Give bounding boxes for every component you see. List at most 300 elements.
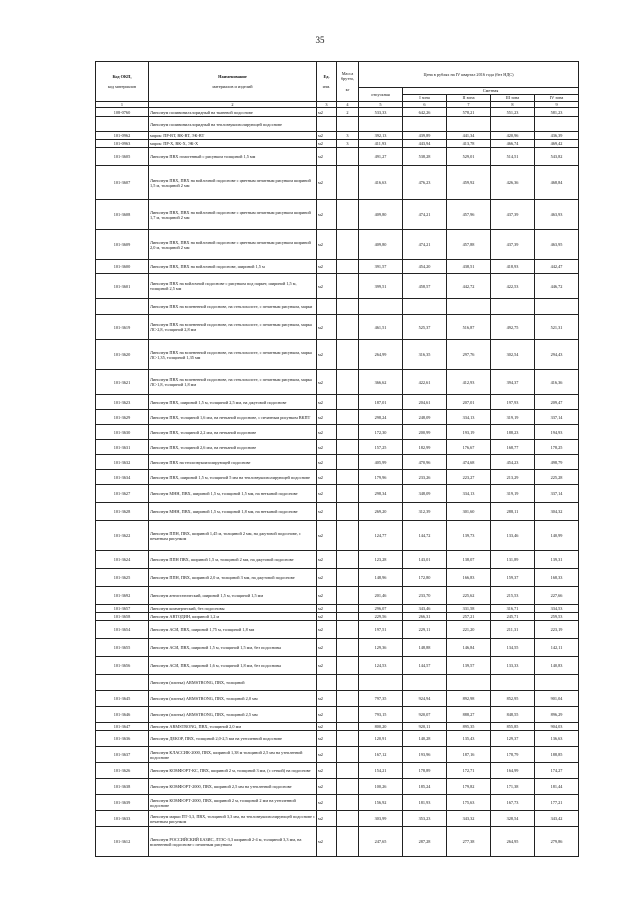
item-mass [337, 440, 359, 455]
zone-4-price: 896,29 [535, 707, 579, 723]
zone-2-price: 139,57 [447, 657, 491, 675]
item-name: марок: ПР-Х, ВК-Х, ЭК-Х [149, 140, 317, 148]
zone-2-price: 166,83 [447, 569, 491, 587]
item-code: 101-3634 [96, 470, 149, 485]
item-unit: м2 [317, 605, 337, 613]
item-name: Линолеум АСИ, ПВХ, шириной 1,5 м, толщиной 1,5 мм, без подосновы [149, 639, 317, 657]
item-name: Линолеум ПВХ на вспененной подоснове, на стеклохолсте, с печатным рисунком, марки [149, 299, 317, 315]
zone-2-price: 223,27 [447, 470, 491, 485]
table-row [96, 587, 579, 605]
zone-3-price: 133,46 [491, 521, 535, 551]
zone-1-price: 266,31 [403, 613, 447, 621]
zone-4-price: 140,83 [535, 657, 579, 675]
item-unit: м2 [317, 551, 337, 569]
item-mass [337, 230, 359, 260]
item-unit: м2 [317, 440, 337, 455]
zone-2-price: 516,87 [447, 315, 491, 340]
wholesale-price: 416,63 [359, 166, 403, 200]
zone-3-price: 437,39 [491, 230, 535, 260]
item-name: Линолеум ПВХ на войлочной подоснове с рисунком под паркет, шириной 1,5 м, толщиной 2,5 мм [149, 274, 317, 299]
zone-3-price: 426,36 [491, 166, 535, 200]
item-name: Линолеум КОМФОРТ-КС, ПВХ, шириной 2 м, толщиной 3 мм, (с сеткой) на подоснове [149, 763, 317, 779]
item-unit: м2 [317, 779, 337, 795]
table-row [96, 200, 579, 230]
zone-3-price: 178,79 [491, 747, 535, 763]
table-row [96, 108, 579, 117]
item-code: 101-3600 [96, 260, 149, 274]
zone-1-price: 200,99 [403, 425, 447, 440]
item-unit: м2 [317, 613, 337, 621]
item-unit: м2 [317, 140, 337, 148]
item-mass [337, 747, 359, 763]
zone-3-price: 418,93 [491, 260, 535, 274]
item-name: Линолеум ПВХ, шириной 1,5 м, толщиной 2,5 мм, на джутовой подоснове [149, 395, 317, 410]
item-code: 101-3647 [96, 723, 149, 731]
item-unit [317, 299, 337, 315]
item-code: 101-3627 [96, 485, 149, 503]
estimate-group-header: Сметная [403, 88, 579, 95]
zone-2-price: 529,01 [447, 148, 491, 166]
item-unit: м2 [317, 723, 337, 731]
item-code: 101-3631 [96, 440, 149, 455]
item-unit: м2 [317, 657, 337, 675]
wholesale-price: 124,53 [359, 657, 403, 675]
wholesale-price: 129,36 [359, 639, 403, 657]
item-unit: м2 [317, 200, 337, 230]
zone-1-price: 474,21 [403, 200, 447, 230]
item-mass [337, 521, 359, 551]
item-unit: м2 [317, 587, 337, 605]
zone-2-price: 412,93 [447, 370, 491, 395]
zone-2-price: 343,32 [447, 811, 491, 827]
zone-1-price: 229,11 [403, 621, 447, 639]
zone-1-price [403, 299, 447, 315]
zone-4-price: 543,82 [535, 148, 579, 166]
zone-2-price: 172,71 [447, 763, 491, 779]
item-unit: м2 [317, 731, 337, 747]
item-code: 101-3655 [96, 639, 149, 657]
item-code [96, 299, 149, 315]
item-code: 101-3658 [96, 613, 149, 621]
zone-3-price [491, 299, 535, 315]
wholesale-price: 366,62 [359, 370, 403, 395]
zone-1-price: 287,28 [403, 827, 447, 857]
table-row [96, 148, 579, 166]
zone-2-price: 442,72 [447, 274, 491, 299]
zone-3-price: 213,29 [491, 470, 535, 485]
table-row [96, 657, 579, 675]
zone-4-price: 136,63 [535, 731, 579, 747]
item-mass [337, 657, 359, 675]
item-mass [337, 340, 359, 370]
zone-4-price: 279,86 [535, 827, 579, 857]
item-code: 101-3605 [96, 148, 149, 166]
item-unit: м2 [317, 315, 337, 340]
item-unit [317, 117, 337, 132]
zone-1-price: 312,39 [403, 503, 447, 521]
table-row [96, 621, 579, 639]
wholesale-price: 269,20 [359, 503, 403, 521]
zone-1-price: 143,01 [403, 551, 447, 569]
item-code: 101-3639 [96, 795, 149, 811]
zone-1-price: 172,80 [403, 569, 447, 587]
zone-1-price: 248,09 [403, 410, 447, 425]
zone-2-price: 257,21 [447, 613, 491, 621]
item-code: 101-3692 [96, 587, 149, 605]
wholesale-price: 491,27 [359, 148, 403, 166]
zone-1-price: 422,61 [403, 370, 447, 395]
price-title-header: Цена в рублях на IV квартал 2016 года (без НДС) [359, 62, 579, 88]
zone-2-price: 139,73 [447, 521, 491, 551]
table-row [96, 166, 579, 200]
zone-1-price: 474,21 [403, 230, 447, 260]
zone-1-price [403, 675, 447, 691]
zone-4-price: 223,19 [535, 621, 579, 639]
zone-2-price: 331,58 [447, 605, 491, 613]
wholesale-price: 100,26 [359, 779, 403, 795]
table-row [96, 470, 579, 485]
wholesale-price: 298,24 [359, 410, 403, 425]
item-name: Линолеум ППН, ПВХ, шириной 2,0 м, толщиной 3 мм, на джутовой подоснове [149, 569, 317, 587]
item-unit: м2 [317, 470, 337, 485]
zone-3-price: 551,23 [491, 108, 535, 117]
item-mass [337, 569, 359, 587]
zone-4-header: IV зона [535, 95, 579, 102]
zone-2-price: 301,60 [447, 503, 491, 521]
wholesale-price: 197,51 [359, 621, 403, 639]
item-name: Линолеум ПВХ, ПВХ на войлочной подоснове с цветным печатным рисунком шириной 2,0 м, толщиной 2 мм [149, 230, 317, 260]
item-unit: м2 [317, 747, 337, 763]
zone-4-price: 304,32 [535, 503, 579, 521]
zone-1-price: 454,20 [403, 260, 447, 274]
item-name: Линолеум ARMSTRONG, ПВХ, толщиной 2,0 мм [149, 723, 317, 731]
wholesale-price: 187,01 [359, 395, 403, 410]
wholesale-price: 229,56 [359, 613, 403, 621]
item-unit: м2 [317, 260, 337, 274]
item-mass [337, 166, 359, 200]
table-row [96, 691, 579, 707]
zone-3-price: 422,53 [491, 274, 535, 299]
table-row [96, 132, 579, 140]
zone-3-price: 131,89 [491, 551, 535, 569]
zone-1-price: 476,23 [403, 166, 447, 200]
item-code: 101-3626 [96, 763, 149, 779]
wholesale-price: 167,12 [359, 747, 403, 763]
wholesale-price: 154,21 [359, 763, 403, 779]
item-name: Линолеум ПВХ на вспененной подоснове, на стеклохолсте, с печатным рисунком, марка ЛС-1,35, толщиной 1,35 мм [149, 340, 317, 370]
zone-1-price: 193,96 [403, 747, 447, 763]
wholesale-price: 264,99 [359, 340, 403, 370]
zone-1-price: 353,23 [403, 811, 447, 827]
wholesale-price: 391,57 [359, 260, 403, 274]
zone-4-price: 498,79 [535, 455, 579, 470]
table-row [96, 779, 579, 795]
zone-4-price: 469,42 [535, 140, 579, 148]
wholesale-price: 201,46 [359, 587, 403, 605]
zone-4-price [535, 299, 579, 315]
item-mass [337, 425, 359, 440]
zone-3-price: 168,77 [491, 440, 535, 455]
item-name: Линолеум (плитка) ARMSTRONG, ПВХ, толщиной 2,0 мм [149, 691, 317, 707]
item-name: Линолеум марки ПТ-3,3, ПВХ, толщиной 3,3 мм, на теплозвукоизолирующей подоснове с печатным рисунком [149, 811, 317, 827]
item-mass [337, 260, 359, 274]
item-code: 101-3636 [96, 731, 149, 747]
wholesale-price [359, 299, 403, 315]
item-mass [337, 723, 359, 731]
zone-3-price: 420,96 [491, 132, 535, 140]
wholesale-price: 409,80 [359, 230, 403, 260]
table-row [96, 731, 579, 747]
wholesale-price: 124,77 [359, 521, 403, 551]
item-code: 101-0962 [96, 132, 149, 140]
item-name: Линолеум КОМФОРТ-2000, ПВХ, шириной 2,5 мм на утепленной подоснове [149, 779, 317, 795]
zone-4-price: 259,53 [535, 613, 579, 621]
zone-3-price [491, 675, 535, 691]
zone-3-price: 492,75 [491, 315, 535, 340]
table-row [96, 340, 579, 370]
zone-1-price: 920,07 [403, 707, 447, 723]
zone-1-price: 178,89 [403, 763, 447, 779]
zone-1-price: 144,72 [403, 521, 447, 551]
wholesale-price: 120,91 [359, 731, 403, 747]
item-name: Линолеум ПВХ на теплозвукоизолирующей подоснове [149, 455, 317, 470]
unit-column-header: Ед. изм. [317, 62, 337, 102]
item-code [96, 675, 149, 691]
zone-2-price: 457,88 [447, 230, 491, 260]
zone-4-price: 416,36 [535, 370, 579, 395]
item-name: Линолеум поливинилхлоридный на теплозвукоизолирующей подоснове [149, 117, 317, 132]
zone-4-price: 168,33 [535, 569, 579, 587]
item-code: 101-3609 [96, 230, 149, 260]
zone-1-price: 538,28 [403, 148, 447, 166]
item-code: 101-3633 [96, 811, 149, 827]
item-unit: м2 [317, 827, 337, 857]
table-row [96, 521, 579, 551]
zone-1-price: 144,57 [403, 657, 447, 675]
zone-3-price: 454,23 [491, 455, 535, 470]
zone-4-price: 343,42 [535, 811, 579, 827]
item-unit: м2 [317, 425, 337, 440]
wholesale-price: 461,51 [359, 315, 403, 340]
zone-1-price: 233,70 [403, 587, 447, 605]
zone-2-price: 207,01 [447, 395, 491, 410]
table-row [96, 723, 579, 731]
table-row [96, 551, 579, 569]
zone-1-price: 348,09 [403, 485, 447, 503]
wholesale-price: 157,25 [359, 440, 403, 455]
item-name: Линолеум КОМФОРТ-2000, ПВХ, шириной 2 м, толщиной 2 мм на утепленной подоснове [149, 795, 317, 811]
item-mass [337, 691, 359, 707]
zone-4-price: 209,47 [535, 395, 579, 410]
zone-1-price: 181,93 [403, 795, 447, 811]
item-mass: 2 [337, 108, 359, 117]
item-code: 101-3654 [96, 621, 149, 639]
zone-2-price: 892,98 [447, 691, 491, 707]
wholesale-price: 148,96 [359, 569, 403, 587]
item-code: 101-3657 [96, 605, 149, 613]
zone-4-price: 468,84 [535, 166, 579, 200]
item-code: 101-3621 [96, 370, 149, 395]
item-mass: 3 [337, 140, 359, 148]
table-row [96, 747, 579, 763]
wholesale-price: 409,80 [359, 200, 403, 230]
zone-4-price: 904,03 [535, 723, 579, 731]
zone-2-price: 277,38 [447, 827, 491, 857]
zone-3-price: 288,11 [491, 503, 535, 521]
zone-2-price: 334,13 [447, 485, 491, 503]
item-mass [337, 410, 359, 425]
item-mass [337, 299, 359, 315]
item-mass [337, 613, 359, 621]
item-mass [337, 587, 359, 605]
zone-3-price: 437,39 [491, 200, 535, 230]
zone-4-price: 463,95 [535, 230, 579, 260]
item-code: 101-3619 [96, 315, 149, 340]
zone-1-price: 458,57 [403, 274, 447, 299]
table-row [96, 117, 579, 132]
wholesale-price [359, 675, 403, 691]
zone-3-price: 134,55 [491, 639, 535, 657]
item-name: Линолеум АСИ, ПВХ, шириной 1,6 м, толщиной 1,8 мм, без подосновы [149, 657, 317, 675]
item-code: 101-3622 [96, 521, 149, 551]
item-code [96, 117, 149, 132]
item-mass [337, 731, 359, 747]
table-row [96, 811, 579, 827]
zone-3-price: 316,71 [491, 605, 535, 613]
item-unit: м2 [317, 395, 337, 410]
item-code: 101-3620 [96, 340, 149, 370]
zone-4-price: 188,85 [535, 747, 579, 763]
zone-4-price: 446,72 [535, 274, 579, 299]
item-mass [337, 470, 359, 485]
item-name: Линолеум ПВХ, ПВХ на войлочной подоснове с цветным печатным рисунком шириной 1,5 м, толщиной 2 мм [149, 166, 317, 200]
table-row [96, 707, 579, 723]
item-mass [337, 811, 359, 827]
zone-3-price: 394,37 [491, 370, 535, 395]
item-name: Линолеум ПВХ на вспененной подоснове, на стеклохолсте, с печатным рисунком, марка ЛС-2,8, толщиной 2,8 мм [149, 315, 317, 340]
item-code: 101-3623 [96, 395, 149, 410]
zone-4-price: 337,14 [535, 410, 579, 425]
table-row [96, 639, 579, 657]
item-mass [337, 315, 359, 340]
zone-1-header: I зона [403, 95, 447, 102]
item-mass [337, 707, 359, 723]
item-unit: м2 [317, 795, 337, 811]
item-code: 101-3608 [96, 200, 149, 230]
zone-3-price: 188,23 [491, 425, 535, 440]
item-unit: м2 [317, 503, 337, 521]
item-code: 101-3645 [96, 691, 149, 707]
item-name: марок: ПР-ВТ, ВК-ВТ, ЭК-ВТ [149, 132, 317, 140]
table-row [96, 763, 579, 779]
item-mass [337, 274, 359, 299]
table-row [96, 410, 579, 425]
wholesale-price: 298,34 [359, 485, 403, 503]
item-mass [337, 503, 359, 521]
item-name: Линолеум антистатический, шириной 1,5 м, толщиной 1,5 мм [149, 587, 317, 605]
column-number-row: 1 2 3 4 5 6 7 8 9 [96, 102, 579, 108]
item-unit: м2 [317, 569, 337, 587]
item-name: Линолеум ДЕКОР, ПВХ, толщиной 2,0-2,5 мм на утепленной подоснове [149, 731, 317, 747]
zone-3-price: 328,54 [491, 811, 535, 827]
table-row [96, 455, 579, 470]
wholesale-price: 123,28 [359, 551, 403, 569]
item-mass: 3 [337, 132, 359, 140]
item-name: Линолеум МНН, ПВХ, шириной 1,5 м, толщиной 1,5 мм, на нетканой подоснове [149, 485, 317, 503]
zone-4-price: 337,14 [535, 485, 579, 503]
table-row [96, 569, 579, 587]
item-mass [337, 779, 359, 795]
item-unit: м2 [317, 108, 337, 117]
item-code: 101-3628 [96, 503, 149, 521]
item-code: 101-3629 [96, 410, 149, 425]
zone-4-price [535, 117, 579, 132]
item-code: 101-3632 [96, 455, 149, 470]
zone-1-price [403, 117, 447, 132]
wholesale-price: 793,15 [359, 707, 403, 723]
item-name: Линолеум МНН, ПВХ, шириной 1,5 м, толщиной 1,8 мм, на нетканой подоснове [149, 503, 317, 521]
item-name: Линолеум ППН ПВХ, шириной 1,5 м, толщиной 2 мм, на джутовой подоснове [149, 551, 317, 569]
zone-3-price: 159,37 [491, 569, 535, 587]
zone-3-price: 855,85 [491, 723, 535, 731]
zone-4-price: 140,99 [535, 521, 579, 551]
zone-2-price: 146,84 [447, 639, 491, 657]
wholesale-price: 797,35 [359, 691, 403, 707]
zone-1-price: 470,96 [403, 455, 447, 470]
item-code: 101-3601 [96, 274, 149, 299]
item-unit: м2 [317, 521, 337, 551]
item-unit: м2 [317, 691, 337, 707]
item-unit: м2 [317, 166, 337, 200]
item-code: 101-3630 [96, 425, 149, 440]
item-mass [337, 551, 359, 569]
item-name: Линолеум ПВХ, шириной 1,5 м, толщиной 5 мм на теплозвукоизолирующей подоснове [149, 470, 317, 485]
item-unit: м2 [317, 132, 337, 140]
zone-2-price: 441,34 [447, 132, 491, 140]
item-name: Линолеум КЛАССИК-2000, ПВХ, шириной 1,38 м толщиной 2,5 мм на утепленной подоснове [149, 747, 317, 763]
zone-4-price: 177,21 [535, 795, 579, 811]
item-unit: м2 [317, 707, 337, 723]
item-name: Линолеум ПВХ, ПВХ на войлочной подоснове с цветным печатным рисунком шириной 1,7 м, толщиной 2 мм [149, 200, 317, 230]
zone-2-price: 138,07 [447, 551, 491, 569]
zone-3-price: 514,51 [491, 148, 535, 166]
item-unit: м2 [317, 485, 337, 503]
item-code: 108-0760 [96, 108, 149, 117]
zone-2-price: 895,35 [447, 723, 491, 731]
zone-4-price: 142,11 [535, 639, 579, 657]
zone-1-price: 642,26 [403, 108, 447, 117]
zone-4-price: 227,66 [535, 587, 579, 605]
item-code: 101-3612 [96, 827, 149, 857]
table-row [96, 827, 579, 857]
wholesale-price: 392,13 [359, 132, 403, 140]
zone-2-price: 179,82 [447, 779, 491, 795]
item-mass [337, 485, 359, 503]
table-row [96, 613, 579, 621]
zone-2-price: 413,78 [447, 140, 491, 148]
item-name: Линолеум ПВХ, ПВХ на войлочной подоснове, шириной 1,5 м [149, 260, 317, 274]
zone-1-price: 182,99 [403, 440, 447, 455]
zone-2-price: 175,63 [447, 795, 491, 811]
zone-2-price: 187,16 [447, 747, 491, 763]
item-name: Линолеум поливинилхлоридный на тканевой подоснове [149, 108, 317, 117]
item-mass [337, 621, 359, 639]
zone-4-price: 181,44 [535, 779, 579, 795]
item-code: 101-3625 [96, 569, 149, 587]
wholesale-price: 303,99 [359, 811, 403, 827]
wholesale-price: 156,92 [359, 795, 403, 811]
item-name: Линолеум ПВХ, толщиной 1,6 мм, на нетканой подоснове, с печатным рисунком ВКПТ [149, 410, 317, 425]
